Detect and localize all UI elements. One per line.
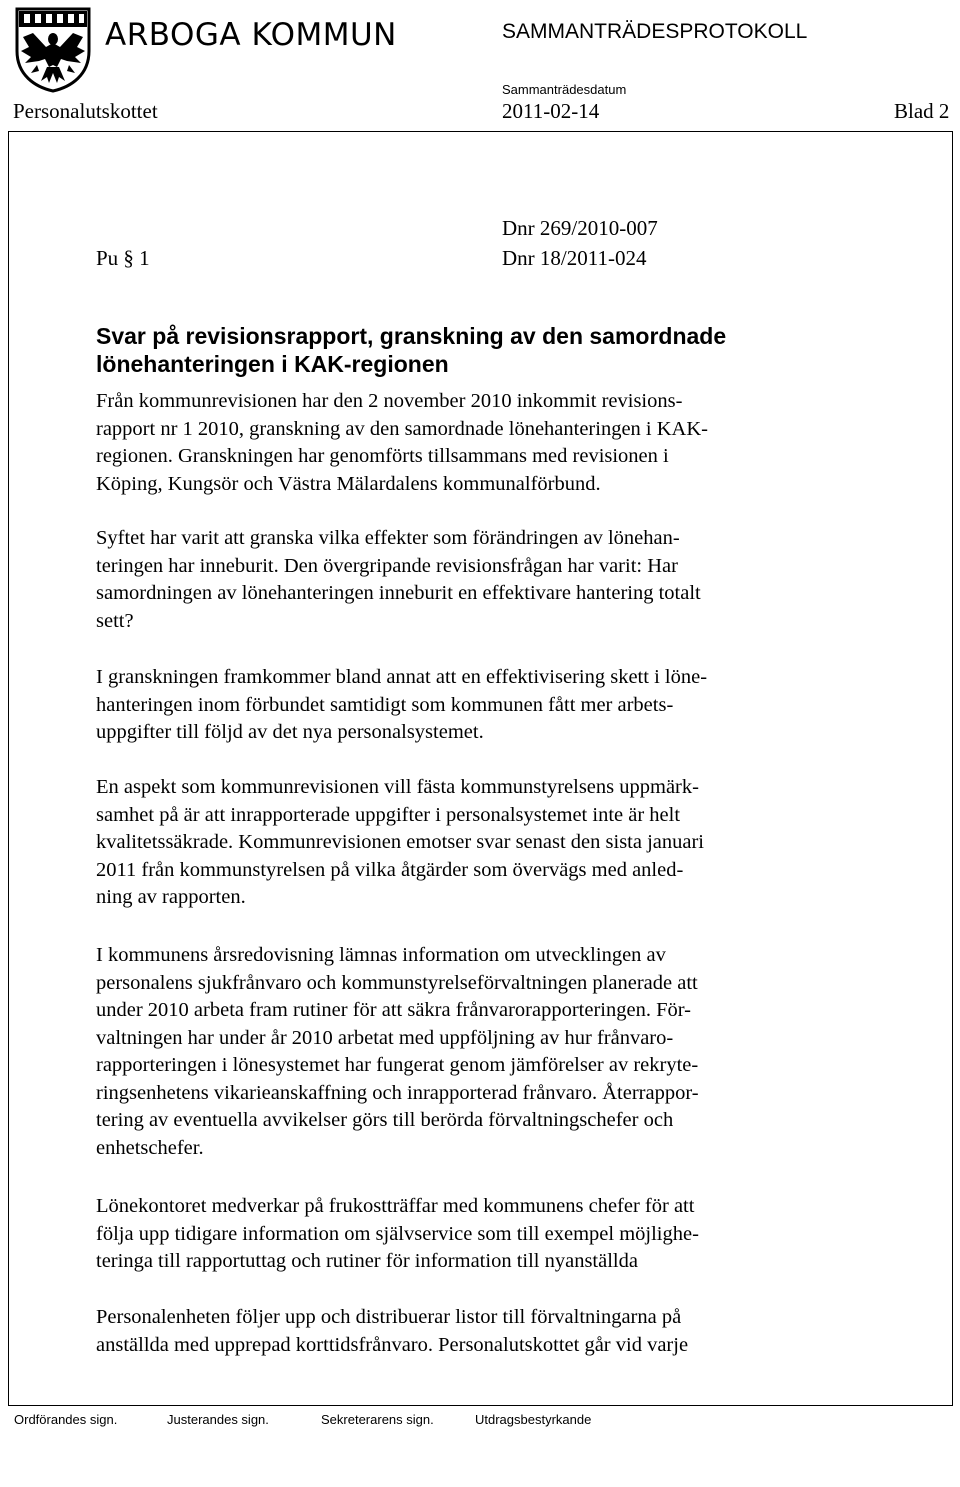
text-line: I kommunens årsredovisning lämnas information om utvecklingen av: [96, 944, 666, 966]
diary-number: Dnr 18/2011-024: [502, 246, 647, 270]
body-paragraph: [96, 388, 708, 498]
text-line: 2011 från kommunstyrelsen på vilka åtgärder som övervägs med anled-: [96, 858, 684, 881]
case-title-line: lönehanteringen i KAK-regionen: [96, 351, 449, 377]
body-paragraph: [96, 664, 707, 747]
committee-name: Personalutskottet: [13, 99, 158, 123]
body-paragraph: [96, 942, 699, 1162]
frame-right-rule: [952, 131, 953, 1405]
text-line: valtningen har under år 2010 arbetat med uppföljning av hur frånvaro-: [96, 1026, 674, 1049]
text-line: personalens sjukfrånvaro och kommunstyrelseförvaltningen planerade att: [96, 971, 698, 994]
frame-bottom-rule: [8, 1405, 953, 1406]
meeting-date: 2011-02-14: [502, 99, 600, 123]
document-type: SAMMANTRÄDESPROTOKOLL: [502, 20, 808, 43]
organization-name: ARBOGA KOMMUN: [105, 17, 397, 53]
body-paragraph: [96, 774, 704, 912]
text-line: tering av eventuella avvikelser görs till berörda förvaltningschefer och: [96, 1109, 674, 1131]
text-line: Köping, Kungsör och Västra Mälardalens kommunalförbund.: [96, 472, 601, 495]
text-line: Lönekontoret medverkar på frukostträffar med kommunens chefer för att: [96, 1195, 695, 1217]
text-line: teringa till rapportuttag och rutiner för information till nyanställda: [96, 1250, 638, 1272]
text-line: anställda med upprepad korttidsfrånvaro. Personalutskottet går vid varje: [96, 1333, 689, 1356]
body-paragraph: [96, 1304, 688, 1359]
extract-certification-label: Utdragsbestyrkande: [475, 1412, 592, 1427]
diary-number: Dnr 269/2010-007: [502, 216, 658, 240]
meeting-date-label: Sammanträdesdatum: [502, 82, 627, 97]
text-line: Från kommunrevisionen har den 2 november 2010 inkommit revisions-: [96, 390, 683, 412]
frame-left-rule: [8, 131, 9, 1405]
body-paragraph: [96, 525, 701, 635]
adjuster-signature-label: Justerandes sign.: [167, 1412, 269, 1427]
text-line: enhetschefer.: [96, 1136, 204, 1159]
text-line: teringen har inneburit. Den övergripande revisionsfrågan har varit: Har: [96, 554, 678, 577]
frame-top-rule: [8, 131, 953, 132]
case-title: [96, 322, 856, 378]
paragraph-reference: Pu § 1: [96, 246, 150, 270]
text-line: I granskningen framkommer bland annat att en effektivisering skett i löne-: [96, 666, 708, 688]
text-line: sett?: [96, 609, 134, 632]
arboga-coat-of-arms-logo: [13, 3, 93, 93]
text-line: ringsenhetens vikarieanskaffning och inrapporterad frånvaro. Återrappor-: [96, 1081, 699, 1104]
text-line: regionen. Granskningen har genomförts tillsammans med revisionen i: [96, 445, 669, 467]
text-line: hanteringen inom förbundet samtidigt som kommunen fått mer arbets-: [96, 693, 674, 716]
chairman-signature-label: Ordförandes sign.: [14, 1412, 118, 1427]
text-line: under 2010 arbeta fram rutiner för att säkra frånvarorapporteringen. För-: [96, 999, 691, 1021]
text-line: Personalenheten följer upp och distribuerar listor till förvaltningarna på: [96, 1306, 682, 1328]
text-line: Syftet har varit att granska vilka effekter som förändringen av lönehan-: [96, 527, 680, 549]
text-line: kvalitetssäkrade. Kommunrevisionen emotser svar senast den sista januari: [96, 831, 705, 853]
text-line: rapporteringen i lönesystemet har fungerat genom jämförelser av rekryte-: [96, 1054, 699, 1076]
text-line: samhet på är att inrapporterade uppgifter i personalsystemet inte är helt: [96, 803, 681, 826]
text-line: rapport nr 1 2010, granskning av den samordnade lönehanteringen i KAK-: [96, 417, 708, 440]
text-line: En aspekt som kommunrevisionen vill fästa kommunstyrelsens uppmärk-: [96, 776, 699, 798]
text-line: samordningen av lönehanteringen inneburit en effektivare hantering totalt: [96, 582, 701, 604]
case-title-line: Svar på revisionsrapport, granskning av den samordnade: [96, 323, 727, 349]
text-line: följa upp tidigare information om självservice som till exempel möjlighe-: [96, 1222, 699, 1245]
secretary-signature-label: Sekreterarens sign.: [321, 1412, 434, 1427]
page-number: Blad 2: [894, 99, 950, 123]
text-line: uppgifter till följd av det nya personalsystemet.: [96, 721, 484, 743]
text-line: ning av rapporten.: [96, 886, 246, 908]
body-paragraph: [96, 1193, 699, 1276]
